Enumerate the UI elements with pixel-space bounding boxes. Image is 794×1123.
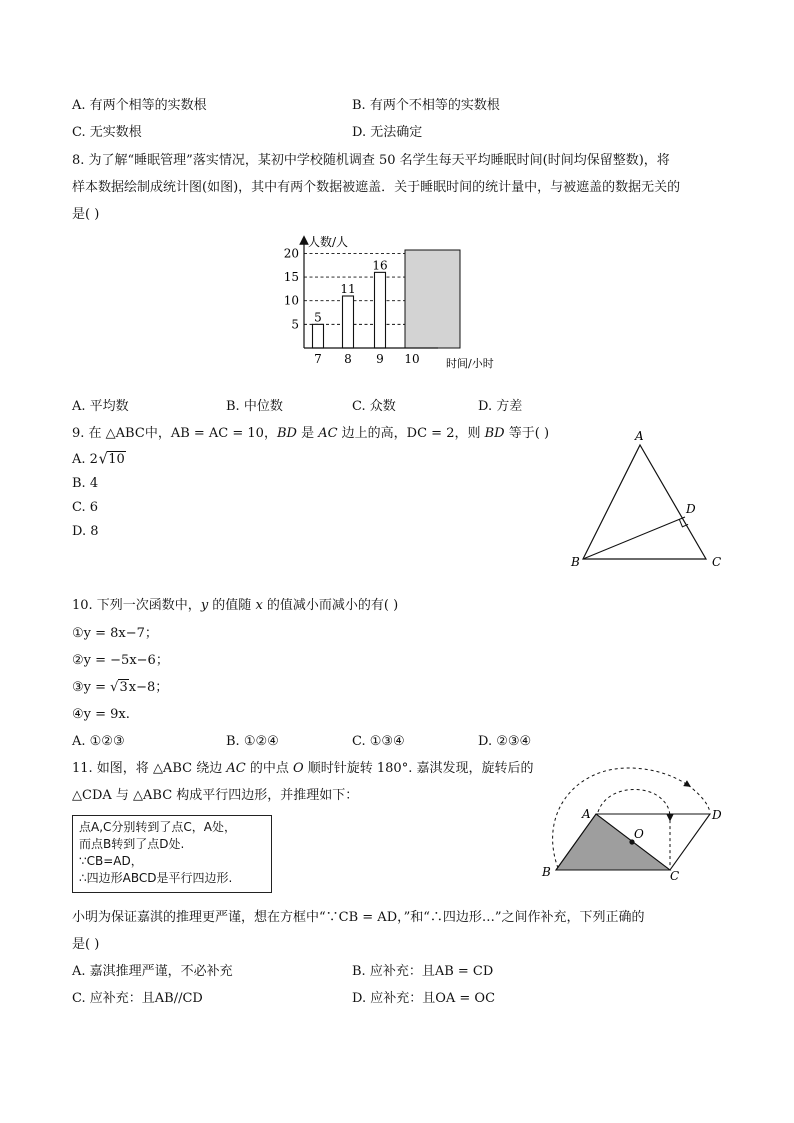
q10-function-2: ②y = −5x−6；: [72, 653, 169, 668]
q11-option-d: D. 应补充：且OA = OC: [352, 991, 496, 1006]
q7-option-c: C. 无实数根: [72, 125, 142, 140]
q10-function-3-radicand: 3: [119, 680, 128, 695]
q8-data-label-7: 5: [314, 310, 322, 325]
q11-label-o: O: [634, 827, 644, 841]
q8-ytick-10: 10: [283, 293, 299, 308]
q8-xtick-9: 9: [376, 352, 384, 366]
q9-stem-bd2: BD: [484, 426, 505, 441]
q8-bar-7: [313, 324, 324, 348]
q11-rotation-arc-outer-right: [688, 785, 710, 812]
q11-box-line3: ∵CB=AD，: [79, 854, 143, 868]
q8-xtick-7: 7: [314, 352, 322, 366]
q8-option-a: A. 平均数: [72, 399, 129, 414]
q10-function-1: ①y = 8x−7；: [72, 626, 158, 641]
q11-stem-1c: 顺时针旋转 180°. 嘉淇发现，旋转后的: [303, 761, 534, 776]
q8-bar-chart: [270, 228, 530, 374]
q11-stem-line3: 小明为保证嘉淇的推理更严谨，想在方框中“∵CB = AD，”和“∴四边形…”之间作补充，下列正确的: [72, 910, 645, 925]
q9-stem-mid1: 中，AB = AC = 10，: [144, 426, 277, 441]
q9-stem-suffix: 等于( ): [504, 426, 550, 441]
q8-data-label-8: 11: [340, 282, 356, 296]
q7-option-d: D. 无法确定: [352, 125, 423, 140]
q11-triangle-abc-shaded: [556, 814, 670, 870]
q9-option-a-prefix: A. 2: [72, 452, 98, 467]
q11-label-d: D: [712, 808, 722, 822]
q11-parallelogram-figure: [536, 758, 726, 884]
q11-stem-line2: △CDA 与 △ABC 构成平行四边形，并推理如下：: [72, 788, 359, 803]
q8-bar-8: [343, 296, 354, 348]
q10-function-3-post: x−8；: [128, 680, 169, 695]
q9-option-d: D. 8: [72, 524, 99, 539]
q10-stem-1: 10. 下列一次函数中，: [72, 598, 201, 613]
q9-stem: [72, 425, 549, 443]
q8-option-d: D. 方差: [478, 399, 523, 414]
q8-ytick-5: 5: [291, 317, 299, 332]
q9-stem-bd: BD: [276, 426, 297, 441]
q10-stem-3: 的值减小而减小的有( ): [262, 598, 399, 613]
q8-stem-line1: 8. 为了解“睡眠管理”落实情况，某初中学校随机调查 50 名学生每天平均睡眠时间(时间均保留整数)，将: [72, 153, 670, 168]
q9-label-d: D: [686, 502, 696, 516]
q9-stem-triangle: △ABC: [105, 426, 145, 441]
q9-option-a-radicand: 10: [108, 452, 125, 467]
q8-data-label-9: 16: [372, 258, 388, 273]
q7-option-a: A. 有两个相等的实数根: [72, 98, 207, 113]
q8-bar-9: [375, 272, 386, 348]
q11-box-line1: 点A,C分别转到了点C，A处，: [79, 820, 236, 834]
q9-option-a: A. 2√10: [72, 450, 125, 469]
q10-function-4: ④y = 9x.: [72, 707, 130, 722]
q10-function-3-pre: ③y =: [72, 680, 111, 695]
q10-option-d: D. ②③④: [478, 734, 532, 749]
q11-stem-o: O: [292, 761, 304, 776]
q11-option-a: A. 嘉淇推理严谨，不必补充: [72, 964, 233, 979]
q10-stem: [72, 597, 398, 615]
q11-reasoning-box: [72, 815, 272, 893]
q9-label-a: A: [635, 429, 644, 443]
q10-function-3: ③y = √3x−8；: [72, 680, 169, 695]
q10-option-a: A. ①②③: [72, 734, 125, 749]
q9-label-c: C: [712, 555, 722, 569]
q11-stem-line1: [72, 760, 533, 778]
q8-xtick-8: 8: [344, 352, 352, 366]
q8-covered-block: [405, 250, 460, 348]
q8-ytick-15: 15: [283, 270, 299, 285]
q11-option-b: B. 应补充：且AB = CD: [352, 964, 494, 979]
q8-option-b: B. 中位数: [226, 399, 283, 414]
q9-stem-prefix: 9. 在: [72, 426, 106, 441]
q11-box-line4: ∴四边形ABCD是平行四边形.: [79, 871, 233, 885]
q9-option-b: B. 4: [72, 476, 99, 491]
q11-label-b: B: [542, 865, 551, 879]
q9-stem-mid2: 是: [296, 426, 319, 441]
q9-altitude-bd: [583, 517, 685, 559]
q9-label-b: B: [571, 555, 580, 569]
q10-option-c: C. ①③④: [352, 734, 405, 749]
q10-stem-2: 的值随: [208, 598, 256, 613]
q10-stem-y: y: [200, 598, 209, 613]
q8-option-c: C. 众数: [352, 399, 396, 414]
q8-xtick-10: 10: [404, 352, 420, 366]
q10-stem-x: x: [255, 598, 263, 613]
q11-option-c: C. 应补充：且AB//CD: [72, 991, 203, 1006]
q8-ytick-20: 20: [283, 246, 299, 261]
q8-stem-line3: 是( ): [72, 207, 100, 222]
q9-stem-ac: AC: [318, 426, 338, 441]
q10-option-b: B. ①②④: [226, 734, 279, 749]
q11-stem-1a: 11. 如图，将 △ABC 绕边: [72, 761, 227, 776]
q11-box-line2: 而点B转到了点D处.: [79, 837, 185, 851]
q9-triangle-figure: [566, 428, 730, 574]
q9-stem-mid3: 边上的高，DC = 2，则: [337, 426, 485, 441]
q8-x-axis-label: 时间/小时: [446, 357, 494, 370]
q9-option-c: C. 6: [72, 500, 99, 515]
q8-stem-line2: 样本数据绘制成统计图(如图)，其中有两个数据被遮盖．关于睡眠时间的统计量中，与被遮盖的数据无关的: [72, 180, 681, 195]
q11-stem-ac: AC: [226, 761, 246, 776]
q8-y-axis-label: 人数/人: [308, 235, 349, 249]
q11-stem-1b: 的中点: [245, 761, 293, 776]
q7-option-b: B. 有两个不相等的实数根: [352, 98, 500, 113]
q11-label-a: A: [582, 807, 591, 821]
q11-stem-line4: 是( ): [72, 937, 100, 952]
q11-label-c: C: [670, 869, 680, 883]
